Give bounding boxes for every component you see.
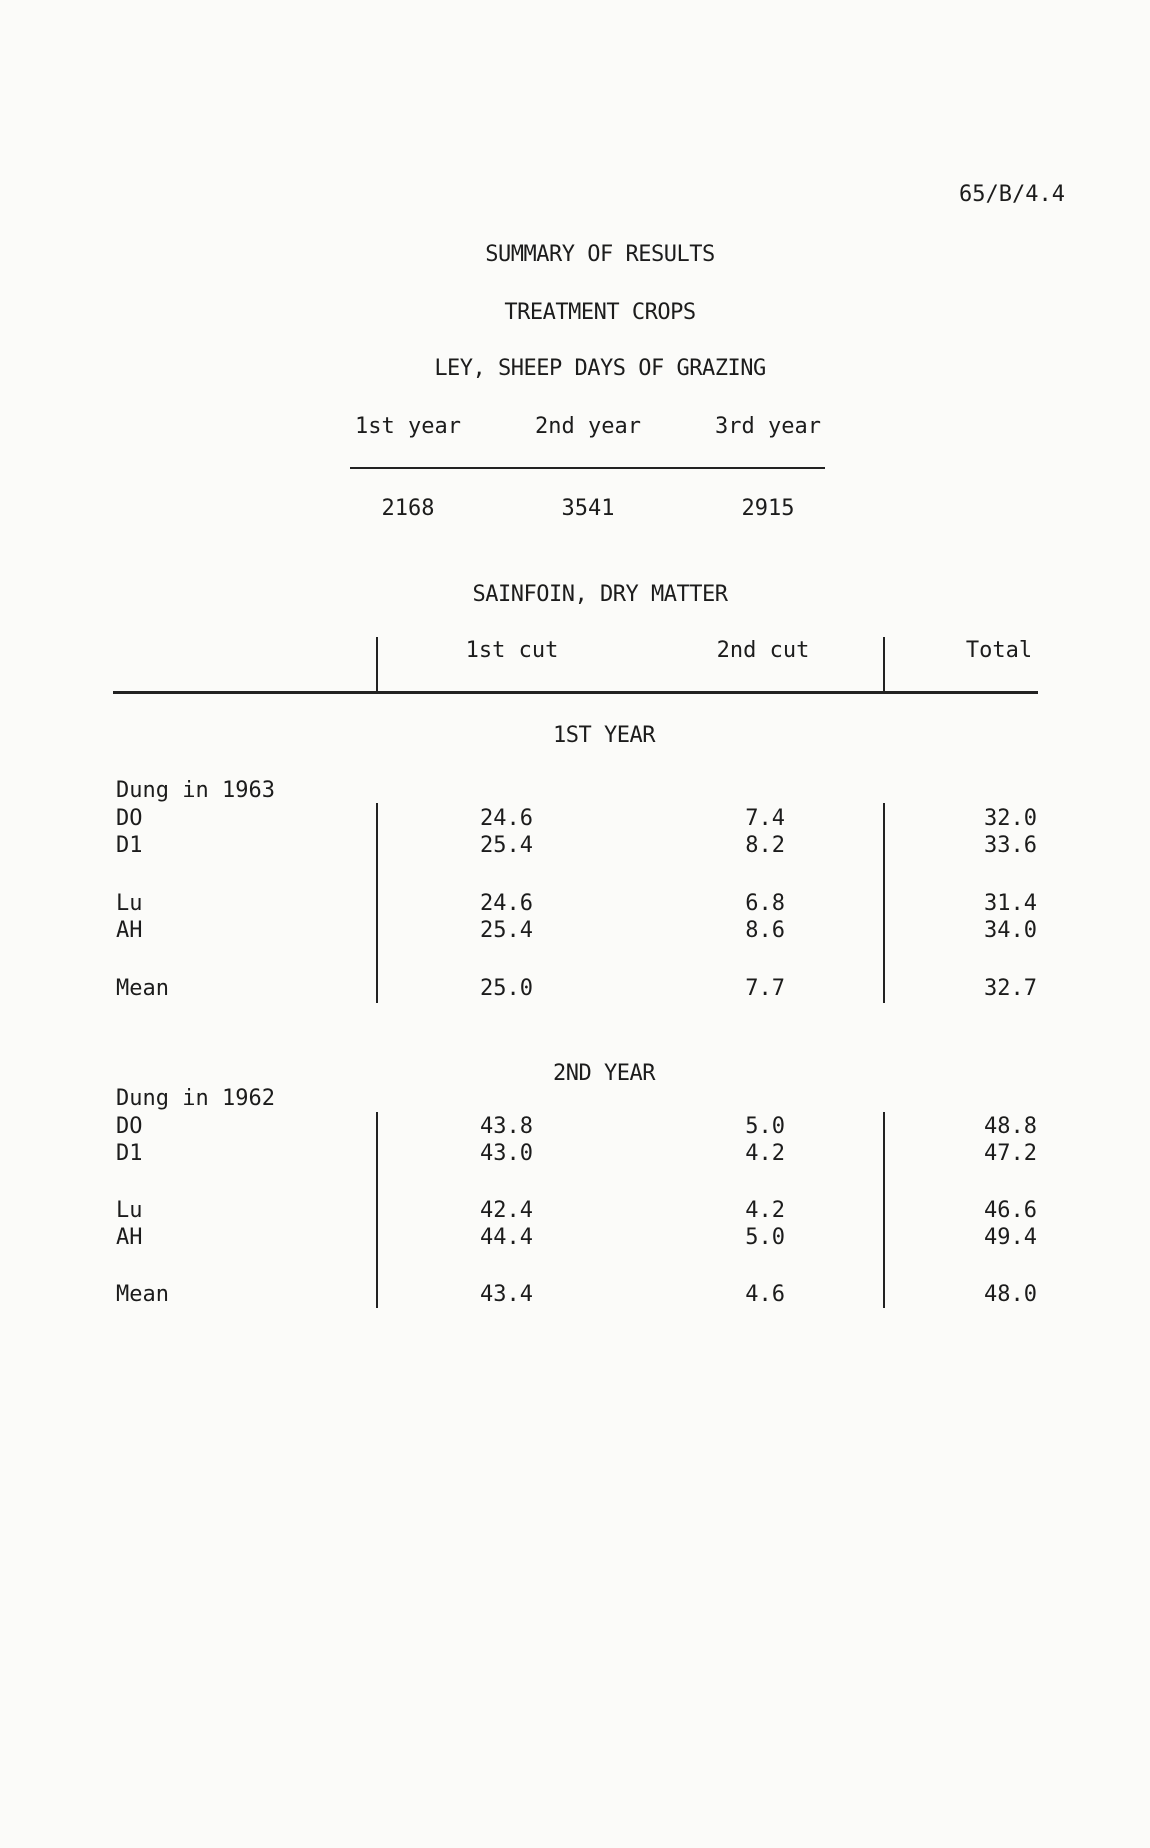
year2-row-label: D1 (116, 1141, 143, 1166)
year1-cell-cut2: 7.4 (745, 806, 785, 831)
year2-cell-cut2: 4.2 (745, 1198, 785, 1223)
sainfoin-col-total: Total (965, 638, 1033, 663)
year1-cell-total: 34.0 (984, 918, 1037, 943)
sainfoin-header-divider-right (883, 637, 885, 694)
sainfoin-col-2nd-cut: 2nd cut (716, 638, 810, 663)
ley-value-2nd-year: 3541 (561, 496, 615, 521)
ley-value-3rd-year: 2915 (741, 496, 795, 521)
year2-cell-cut1: 43.0 (480, 1141, 533, 1166)
year2-cell-total: 49.4 (984, 1225, 1037, 1250)
year1-row-label: D1 (116, 833, 143, 858)
year1-cell-cut1: 25.4 (480, 918, 533, 943)
year2-label: 2ND YEAR (553, 1061, 655, 1086)
year1-mean-cut1: 25.0 (480, 976, 533, 1001)
year1-mean-label: Mean (116, 976, 169, 1001)
year1-divider-left (376, 803, 378, 1003)
year2-cell-total: 46.6 (984, 1198, 1037, 1223)
year1-divider-right (883, 803, 885, 1003)
year1-mean-cut2: 7.7 (745, 976, 785, 1001)
year1-cell-cut1: 24.6 (480, 806, 533, 831)
year2-divider-right (883, 1112, 885, 1308)
year2-row-label: Lu (116, 1198, 143, 1223)
ley-col-1st-year: 1st year (355, 414, 461, 439)
ley-col-3rd-year: 3rd year (715, 414, 821, 439)
year1-cell-cut2: 6.8 (745, 891, 785, 916)
ley-value-1st-year: 2168 (381, 496, 435, 521)
sainfoin-title: SAINFOIN, DRY MATTER (472, 582, 728, 607)
ley-header-rule (350, 467, 825, 469)
year2-cell-cut1: 43.8 (480, 1114, 533, 1139)
year2-mean-total: 48.0 (984, 1282, 1037, 1307)
sainfoin-header-divider-left (376, 637, 378, 694)
year1-row-label: AH (116, 918, 143, 943)
year2-cell-cut2: 5.0 (745, 1225, 785, 1250)
heading-ley: LEY, SHEEP DAYS OF GRAZING (434, 356, 766, 381)
year1-label: 1ST YEAR (553, 723, 655, 748)
year1-cell-cut2: 8.2 (745, 833, 785, 858)
year2-cell-cut1: 44.4 (480, 1225, 533, 1250)
sainfoin-col-1st-cut: 1st cut (465, 638, 559, 663)
year2-row-label: DO (116, 1114, 143, 1139)
ley-col-2nd-year: 2nd year (535, 414, 641, 439)
year2-mean-label: Mean (116, 1282, 169, 1307)
year2-cell-total: 48.8 (984, 1114, 1037, 1139)
document-reference: 65/B/4.4 (959, 182, 1065, 207)
year2-group-label: Dung in 1962 (116, 1086, 275, 1111)
year2-cell-cut2: 5.0 (745, 1114, 785, 1139)
year1-cell-cut2: 8.6 (745, 918, 785, 943)
year2-mean-cut2: 4.6 (745, 1282, 785, 1307)
heading-summary: SUMMARY OF RESULTS (485, 242, 715, 267)
year1-cell-cut1: 24.6 (480, 891, 533, 916)
year1-row-label: DO (116, 806, 143, 831)
year2-cell-total: 47.2 (984, 1141, 1037, 1166)
year1-mean-total: 32.7 (984, 976, 1037, 1001)
year1-cell-total: 32.0 (984, 806, 1037, 831)
sainfoin-header-rule (113, 691, 1038, 694)
year2-divider-left (376, 1112, 378, 1308)
year1-cell-total: 33.6 (984, 833, 1037, 858)
year1-group-label: Dung in 1963 (116, 778, 275, 803)
year1-cell-total: 31.4 (984, 891, 1037, 916)
year1-cell-cut1: 25.4 (480, 833, 533, 858)
heading-treatment-crops: TREATMENT CROPS (504, 300, 696, 325)
year2-mean-cut1: 43.4 (480, 1282, 533, 1307)
year1-row-label: Lu (116, 891, 143, 916)
year2-cell-cut1: 42.4 (480, 1198, 533, 1223)
year2-row-label: AH (116, 1225, 143, 1250)
year2-cell-cut2: 4.2 (745, 1141, 785, 1166)
